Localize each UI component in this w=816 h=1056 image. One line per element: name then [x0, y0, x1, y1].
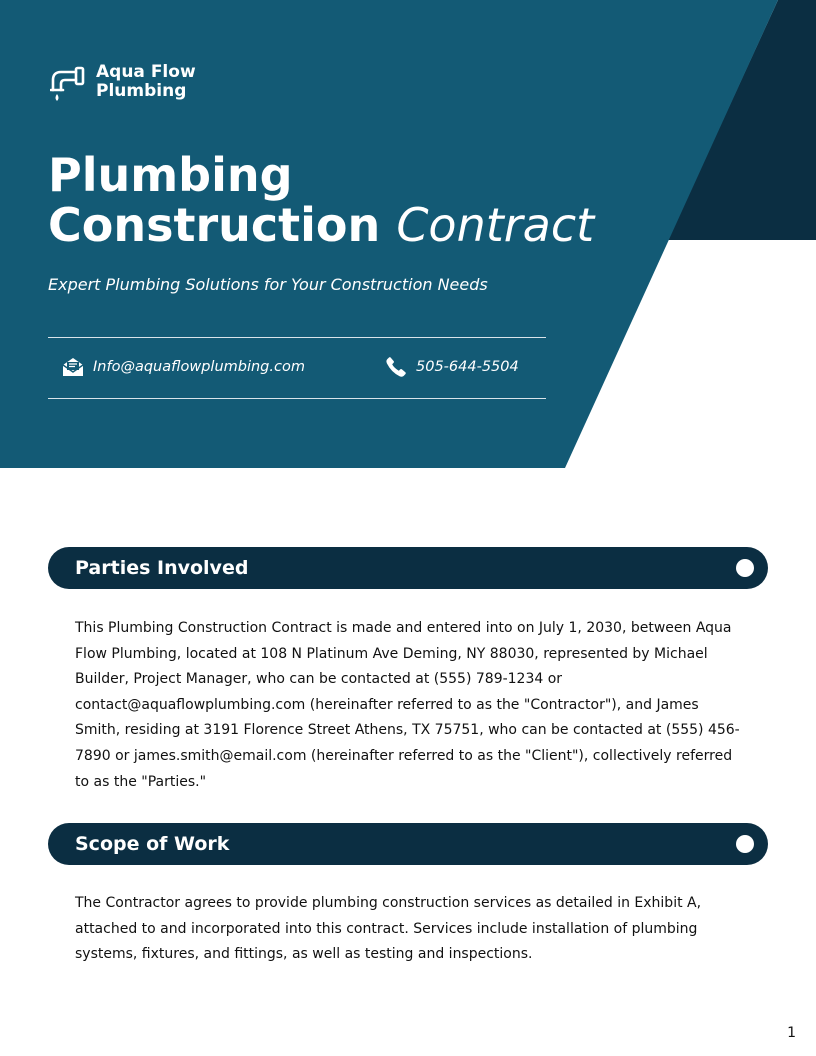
- brand-name-line1: Aqua Flow: [96, 62, 196, 82]
- title-line1: Plumbing: [48, 148, 293, 202]
- bullet-dot-icon: [736, 835, 754, 853]
- section-body-parties: This Plumbing Construction Contract is made and entered into on July 1, 2030, between Aqua Flow Plumbing, located at 108 N Platinum Ave Deming, NY 88030, represented by Michael Builder, Project Manager, who can be contacted at (555) 789-1234 or contact@aquaflowplumbing.com (hereinafter referred to as the "Contractor"), and James Smith, residing at 3191 Florence Street Athens, TX 75751, who can be contacted at (555) 456-7890 or james.smith@email.com (hereinafter referred to as the "Client"), collectively referred to as the "Parties.": [75, 620, 740, 790]
- brand-name: [96, 63, 196, 101]
- contact-phone: [384, 355, 519, 379]
- brand-logo: [50, 60, 196, 104]
- page-subtitle: Expert Plumbing Solutions for Your Construction Needs: [48, 275, 488, 294]
- section-title: Parties Involved: [75, 557, 249, 579]
- section-body-scope: The Contractor agrees to provide plumbing construction services as detailed in Exhibit A, attached to and incorporated into this contract. Services include installation of plumbing systems, fixtures, and fittings, as well as testing and inspections.: [75, 895, 702, 963]
- title-line2: [48, 200, 594, 250]
- divider-top: [48, 337, 546, 338]
- contact-email: [61, 355, 305, 379]
- bullet-dot-icon: [736, 559, 754, 577]
- title-bold-word: Construction: [48, 198, 381, 252]
- section-title: Scope of Work: [75, 833, 230, 855]
- phone-text[interactable]: 505-644-5504: [416, 359, 519, 375]
- section-header-parties: [48, 547, 768, 589]
- phone-icon: [384, 355, 408, 379]
- faucet-icon: [50, 60, 90, 104]
- divider-bottom: [48, 398, 546, 399]
- email-text[interactable]: Info@aquaflowplumbing.com: [93, 359, 305, 375]
- page-title: [48, 150, 594, 250]
- brand-name-line2: Plumbing: [96, 81, 187, 101]
- section-header-scope: [48, 823, 768, 865]
- email-icon: [61, 355, 85, 379]
- title-light-word: Contract: [396, 198, 595, 252]
- page-number: 1: [787, 1025, 796, 1041]
